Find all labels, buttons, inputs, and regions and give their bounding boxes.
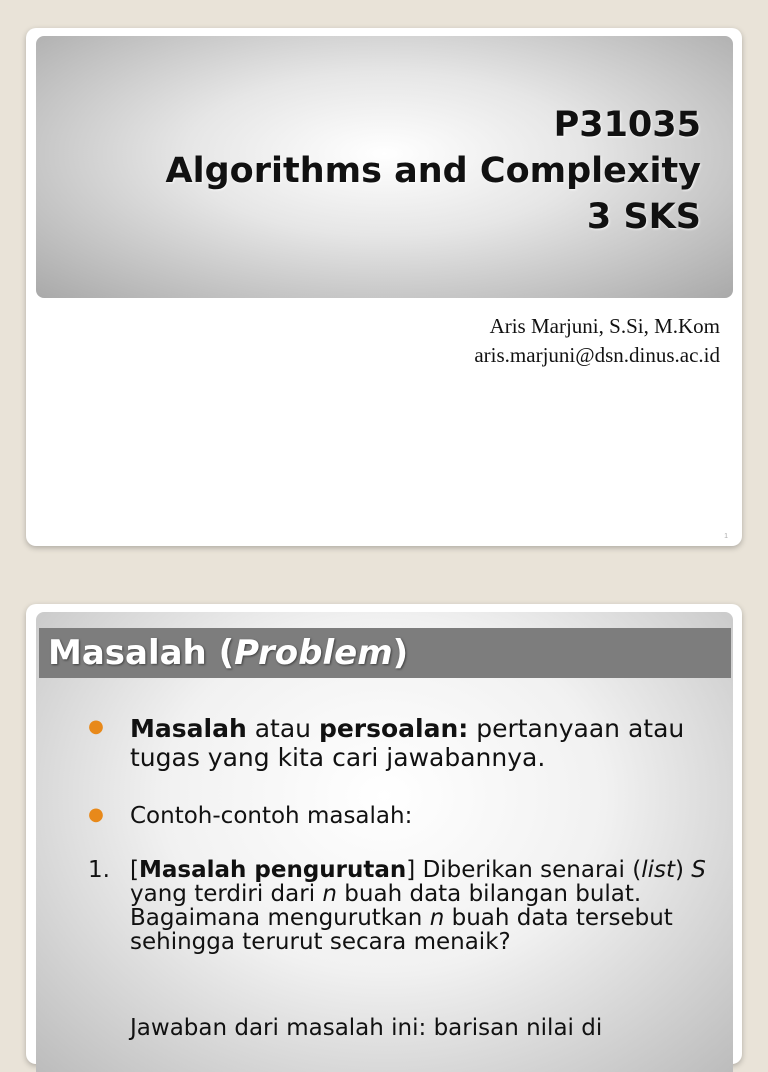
title-panel	[36, 36, 733, 298]
example-sorting-problem: [Masalah pengurutan] Diberikan senarai (list) S yang terdiri dari n buah data bilangan bulat. Bagaimana mengurutkan n buah data tersebut sehingga terurut secara menaik?	[130, 857, 706, 955]
slide-title	[166, 102, 701, 240]
slide-1	[26, 28, 742, 546]
author-email: aris.marjuni@dsn.dinus.ac.id	[474, 343, 720, 367]
answer-text: Jawaban dari masalah ini: barisan nilai di	[130, 1015, 603, 1041]
list-number: 1.	[88, 857, 110, 883]
bullet-dot-icon: ●	[88, 804, 104, 825]
author-name: Aris Marjuni, S.Si, M.Kom	[489, 314, 720, 338]
course-code: P31035	[553, 105, 701, 145]
slide-heading: Masalah (Problem)	[48, 633, 409, 673]
content-panel	[36, 612, 733, 1072]
heading-italic: Problem	[234, 633, 393, 673]
slide-number: 1	[724, 533, 728, 540]
bullet-dot-icon: ●	[88, 716, 104, 737]
bullet-definition: Masalah atau persoalan: pertanyaan atau tugas yang kita cari jawabannya.	[130, 714, 685, 772]
bullet-examples: Contoh-contoh masalah:	[130, 803, 413, 829]
author-block	[474, 312, 720, 370]
slide-2	[26, 604, 742, 1064]
title-bar	[39, 628, 731, 678]
course-name: Algorithms and Complexity	[165, 151, 701, 191]
course-credits: 3 SKS	[586, 197, 701, 237]
